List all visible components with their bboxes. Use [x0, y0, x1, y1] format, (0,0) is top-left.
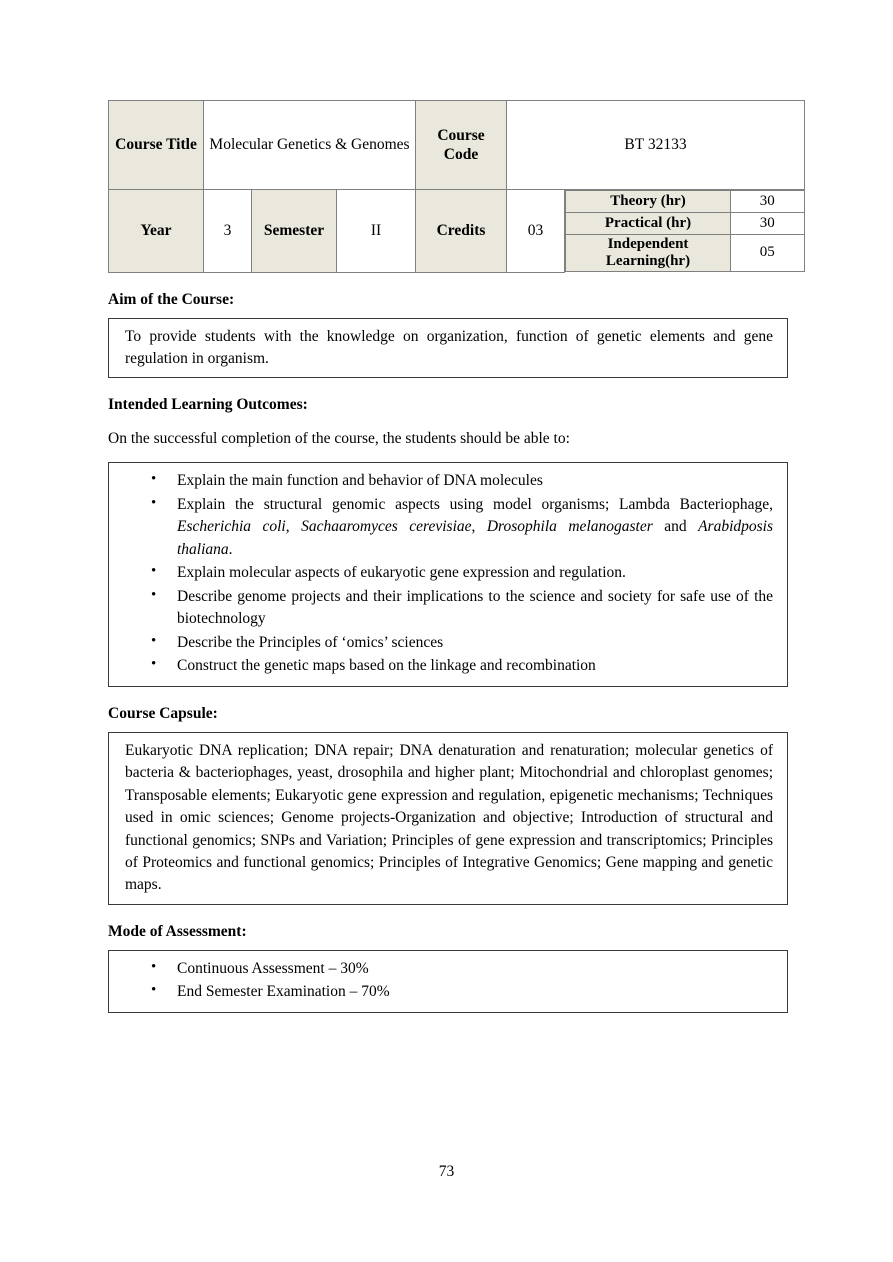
capsule-heading: Course Capsule: [108, 704, 218, 722]
aim-text: To provide students with the knowledge on organization, function of genetic elements and gene regulation in organism. [125, 327, 773, 367]
ilo-sep-1: , [285, 518, 302, 536]
capsule-box [108, 732, 788, 905]
page-content [108, 100, 804, 1013]
table-row-year-semester-credits [109, 190, 805, 273]
ilo-item-1: Explain the main function and behavior of DNA molecules [177, 472, 543, 490]
assessment-box [108, 950, 788, 1013]
ilo-item-4: Describe genome projects and their implications to the science and society for safe use of the biotechnology [177, 587, 773, 628]
species-escherichia-coli: Escherichia coli [177, 518, 286, 536]
credits-value: 03 [507, 190, 565, 273]
capsule-text: Eukaryotic DNA replication; DNA repair; DNA denaturation and renaturation; molecular genetics of bacteria & bacteriophages, yeast, drosophila and higher plant; Mitochondrial and chloroplast genomes; Transposable elements; Eukaryotic gene expression and regulation, epigenetic mechanisms; Techniques used in omic sciences; Genome projects-Organization and objective; Introduction of structural and functional genomics; SNPs and Variation; Principles of gene expression and transcriptomics; Principles of Proteomics and functional genomics; Principles of Integrative Genomics; Gene mapping and genetic maps. [125, 741, 773, 894]
ilo-box [108, 462, 788, 686]
species-arabidposis-thaliana: Arabidposis thaliana [177, 518, 773, 558]
year-label: Year [109, 190, 204, 273]
hours-table [565, 190, 805, 272]
theory-label: Theory (hr) [566, 191, 731, 213]
assessment-list [125, 958, 773, 1004]
credits-label: Credits [416, 190, 507, 273]
practical-value: 30 [731, 212, 805, 234]
ilo-sep-2: , [471, 518, 487, 536]
assessment-item-2: End Semester Examination – 70% [177, 983, 390, 1001]
independent-learning-label: Independent Learning(hr) [566, 234, 731, 272]
hours-row-independent [566, 234, 805, 272]
ilo-item-2-part1: Explain the structural genomic aspects using model organisms; Lambda Bacteriophage, [177, 495, 773, 513]
course-title-label: Course Title [109, 101, 204, 190]
year-value: 3 [204, 190, 252, 273]
aim-heading: Aim of the Course: [108, 290, 235, 308]
assessment-heading: Mode of Assessment: [108, 922, 247, 940]
ilo-item-5: Describe the Principles of ‘omics’ sciences [177, 633, 444, 651]
list-item [151, 470, 773, 492]
ilo-item-6: Construct the genetic maps based on the linkage and recombination [177, 657, 596, 675]
course-header-table [108, 100, 805, 273]
independent-learning-value: 05 [731, 234, 805, 272]
list-item [151, 958, 773, 980]
practical-label: Practical (hr) [566, 212, 731, 234]
ilo-item-2-part3: . [228, 540, 233, 558]
species-drosophila-melanogaster: Drosophila melanogaster [486, 518, 653, 536]
ilo-list [125, 470, 773, 677]
page-number: 73 [438, 1163, 455, 1180]
list-item [151, 562, 773, 584]
course-title-value: Molecular Genetics & Genomes [204, 101, 416, 190]
semester-value: II [337, 190, 416, 273]
list-item [151, 632, 773, 654]
hours-row-theory [566, 191, 805, 213]
ilo-item-2-part2: and [652, 518, 699, 536]
aim-box [108, 318, 788, 379]
semester-label: Semester [252, 190, 337, 273]
ilo-heading: Intended Learning Outcomes: [108, 396, 308, 414]
hours-cell [565, 190, 805, 273]
course-code-value: BT 32133 [507, 101, 805, 190]
course-code-label: Course Code [416, 101, 507, 190]
list-item [151, 655, 773, 677]
theory-value: 30 [731, 191, 805, 213]
assessment-item-1: Continuous Assessment – 30% [177, 959, 369, 977]
list-item [151, 494, 773, 561]
species-sachaaromyces-cerevisiae: Sachaaromyces cerevisiae [301, 518, 472, 536]
table-row-title [109, 101, 805, 190]
list-item [151, 586, 773, 631]
list-item [151, 981, 773, 1003]
ilo-intro: On the successful completion of the course, the students should be able to: [108, 430, 570, 448]
hours-row-practical [566, 212, 805, 234]
ilo-item-3: Explain molecular aspects of eukaryotic gene expression and regulation. [177, 564, 626, 582]
